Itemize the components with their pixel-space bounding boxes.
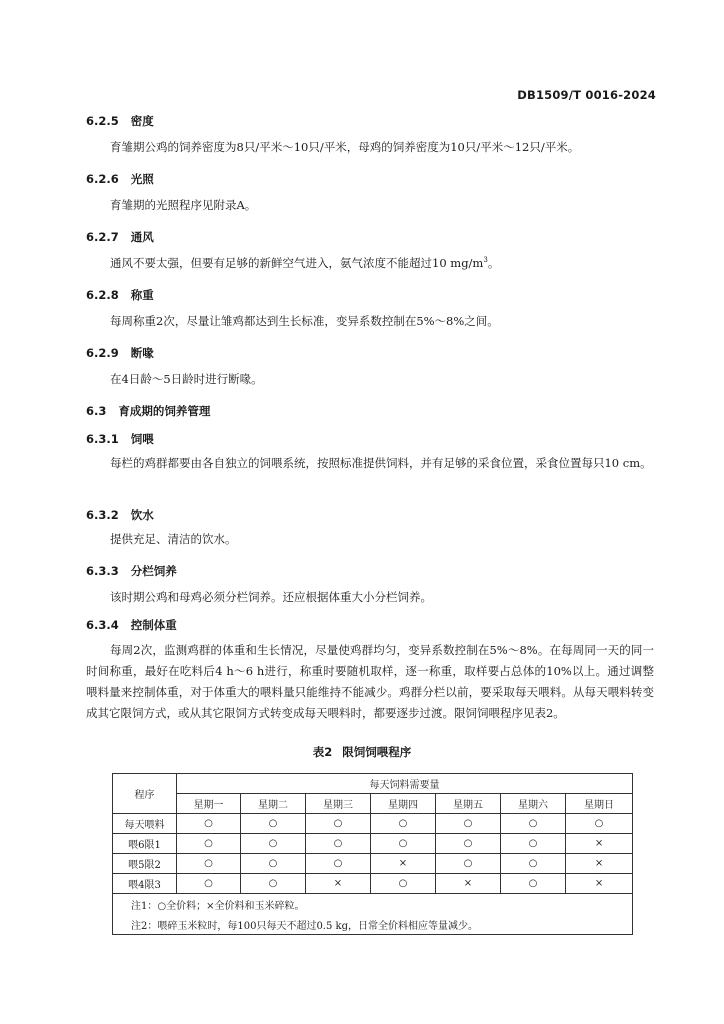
paragraph-water: 提供充足、清洁的饮水。 [110, 532, 237, 546]
day-header: 星期日 [566, 794, 633, 814]
table-cell: ○ [501, 834, 566, 854]
table-note: 注2：喂碎玉米粒时，每100只每天不超过0.5 kg，日常全价料相应等量减少。 [113, 914, 633, 935]
section-heading [86, 403, 210, 419]
table-cell: ○ [501, 874, 566, 894]
table-cell: ○ [177, 814, 241, 834]
table-note-row [113, 894, 633, 915]
section-number: 6.2.5 [86, 114, 119, 128]
paragraph-density: 育雏期公鸡的饲养密度为8只/平米～10只/平米，母鸡的饲养密度为10只/平米～12只/平米。 [110, 140, 580, 154]
section-heading [86, 345, 154, 361]
paragraph-ventilation [86, 253, 654, 274]
section-title: 称重 [130, 288, 154, 302]
section-heading [86, 431, 154, 447]
section-heading [86, 507, 154, 523]
table-number: 表2 [312, 745, 333, 759]
paragraph-weight-control: 每周2次，监测鸡群的体重和生长情况，尽量使鸡群均匀，变异系数控制在5%～8%。在每周同一天的同一时间称重，最好在吃料后4 h～6 h进行，称重时要随机取样，逐一称重，取样要占总体的10%以上。通过调整喂料量来控制体重，对于体重大的喂料量只能维持不能减少。鸡群分栏以前，要采取每天喂料。从每天喂料转变成其它限饲方式，或从其它限饲方式转变成每天喂料时，都要逐步过渡。限饲饲喂程序见表2。 [86, 643, 654, 720]
table-cell: ○ [306, 814, 371, 834]
section-heading [86, 113, 154, 129]
section-title: 饮水 [130, 508, 154, 522]
table-cell: ○ [501, 814, 566, 834]
section-heading [86, 229, 154, 245]
table-cell: ○ [241, 874, 306, 894]
section-title: 通风 [130, 230, 154, 244]
table-cell: ○ [371, 874, 436, 894]
section-title: 光照 [130, 172, 154, 186]
section-number: 6.3.1 [86, 432, 119, 446]
table-note-row [113, 914, 633, 935]
feeding-program-table [112, 773, 633, 935]
section-number: 6.2.8 [86, 288, 119, 302]
section-heading [86, 287, 154, 303]
program-name: 每天喂料 [113, 814, 177, 834]
section-number: 6.2.7 [86, 230, 119, 244]
day-header: 星期三 [306, 794, 371, 814]
table-cell: ○ [241, 854, 306, 874]
paragraph-weighing: 每周称重2次，尽量让雏鸡都达到生长标准，变异系数控制在5%～8%之间。 [110, 314, 499, 328]
table-cell: ○ [177, 874, 241, 894]
day-header: 星期一 [177, 794, 241, 814]
table-row [113, 814, 633, 834]
section-title: 密度 [130, 114, 154, 128]
paragraph-feeding: 每栏的鸡群都要由各自独立的饲喂系统，按照标准提供饲料，并有足够的采食位置，采食位置每只10 cm。 [110, 456, 652, 470]
ventilation-end: 。 [487, 256, 500, 270]
ventilation-text: 通风不要太强，但要有足够的新鲜空气进入，氨气浓度不能超过10 mg/m [110, 256, 484, 270]
section-title: 分栏饲养 [130, 564, 177, 578]
section-number: 6.2.6 [86, 172, 119, 186]
table-cell: ○ [177, 834, 241, 854]
table-cell: ○ [436, 814, 501, 834]
table-header-row [113, 774, 633, 794]
program-name: 喂5限2 [113, 854, 177, 874]
table-title: 限饲饲喂程序 [342, 745, 412, 759]
section-number: 6.3.3 [86, 564, 119, 578]
table-cell: ○ [306, 834, 371, 854]
table-cell: ○ [371, 814, 436, 834]
document-code: DB1509/T 0016-2024 [517, 88, 656, 102]
section-heading [86, 617, 177, 633]
section-title: 断喙 [130, 346, 154, 360]
table-cell: × [566, 874, 633, 894]
table-caption [0, 744, 724, 760]
table-row [113, 834, 633, 854]
section-number: 6.3 [86, 404, 107, 418]
section-number: 6.2.9 [86, 346, 119, 360]
table-cell: ○ [501, 854, 566, 874]
section-number: 6.3.4 [86, 618, 119, 632]
table-cell: × [566, 834, 633, 854]
table-cell: ○ [241, 814, 306, 834]
table-row [113, 874, 633, 894]
section-number: 6.3.2 [86, 508, 119, 522]
table-cell: × [306, 874, 371, 894]
table-cell: ○ [177, 854, 241, 874]
table-cell: ○ [371, 834, 436, 854]
table-cell: ○ [566, 814, 633, 834]
program-name: 喂6限1 [113, 834, 177, 854]
row-header-cell: 程序 [113, 774, 177, 814]
program-name: 喂4限3 [113, 874, 177, 894]
section-heading [86, 171, 154, 187]
table-cell: × [566, 854, 633, 874]
section-heading [86, 563, 177, 579]
paragraph-beak-trimming: 在4日龄～5日龄时进行断喙。 [110, 372, 263, 386]
day-header: 星期二 [241, 794, 306, 814]
day-header: 星期四 [371, 794, 436, 814]
table-cell: ○ [436, 854, 501, 874]
table-cell: × [371, 854, 436, 874]
table-cell: ○ [436, 834, 501, 854]
table-cell: ○ [306, 854, 371, 874]
table-day-row [113, 794, 633, 814]
table-cell: × [436, 874, 501, 894]
group-header-cell: 每天饲料需要量 [177, 774, 633, 794]
table-note: 注1：○全价料；×全价料和玉米碎粒。 [113, 894, 633, 915]
section-title: 育成期的饲养管理 [118, 404, 211, 418]
table-cell: ○ [241, 834, 306, 854]
day-header: 星期五 [436, 794, 501, 814]
superscript: 3 [483, 256, 488, 265]
section-title: 控制体重 [130, 618, 177, 632]
day-header: 星期六 [501, 794, 566, 814]
section-title: 饲喂 [130, 432, 154, 446]
paragraph-separate-feeding: 该时期公鸡和母鸡必须分栏饲养。还应根据体重大小分栏饲养。 [110, 590, 432, 604]
paragraph-lighting: 育雏期的光照程序见附录A。 [110, 198, 257, 212]
table-row [113, 854, 633, 874]
